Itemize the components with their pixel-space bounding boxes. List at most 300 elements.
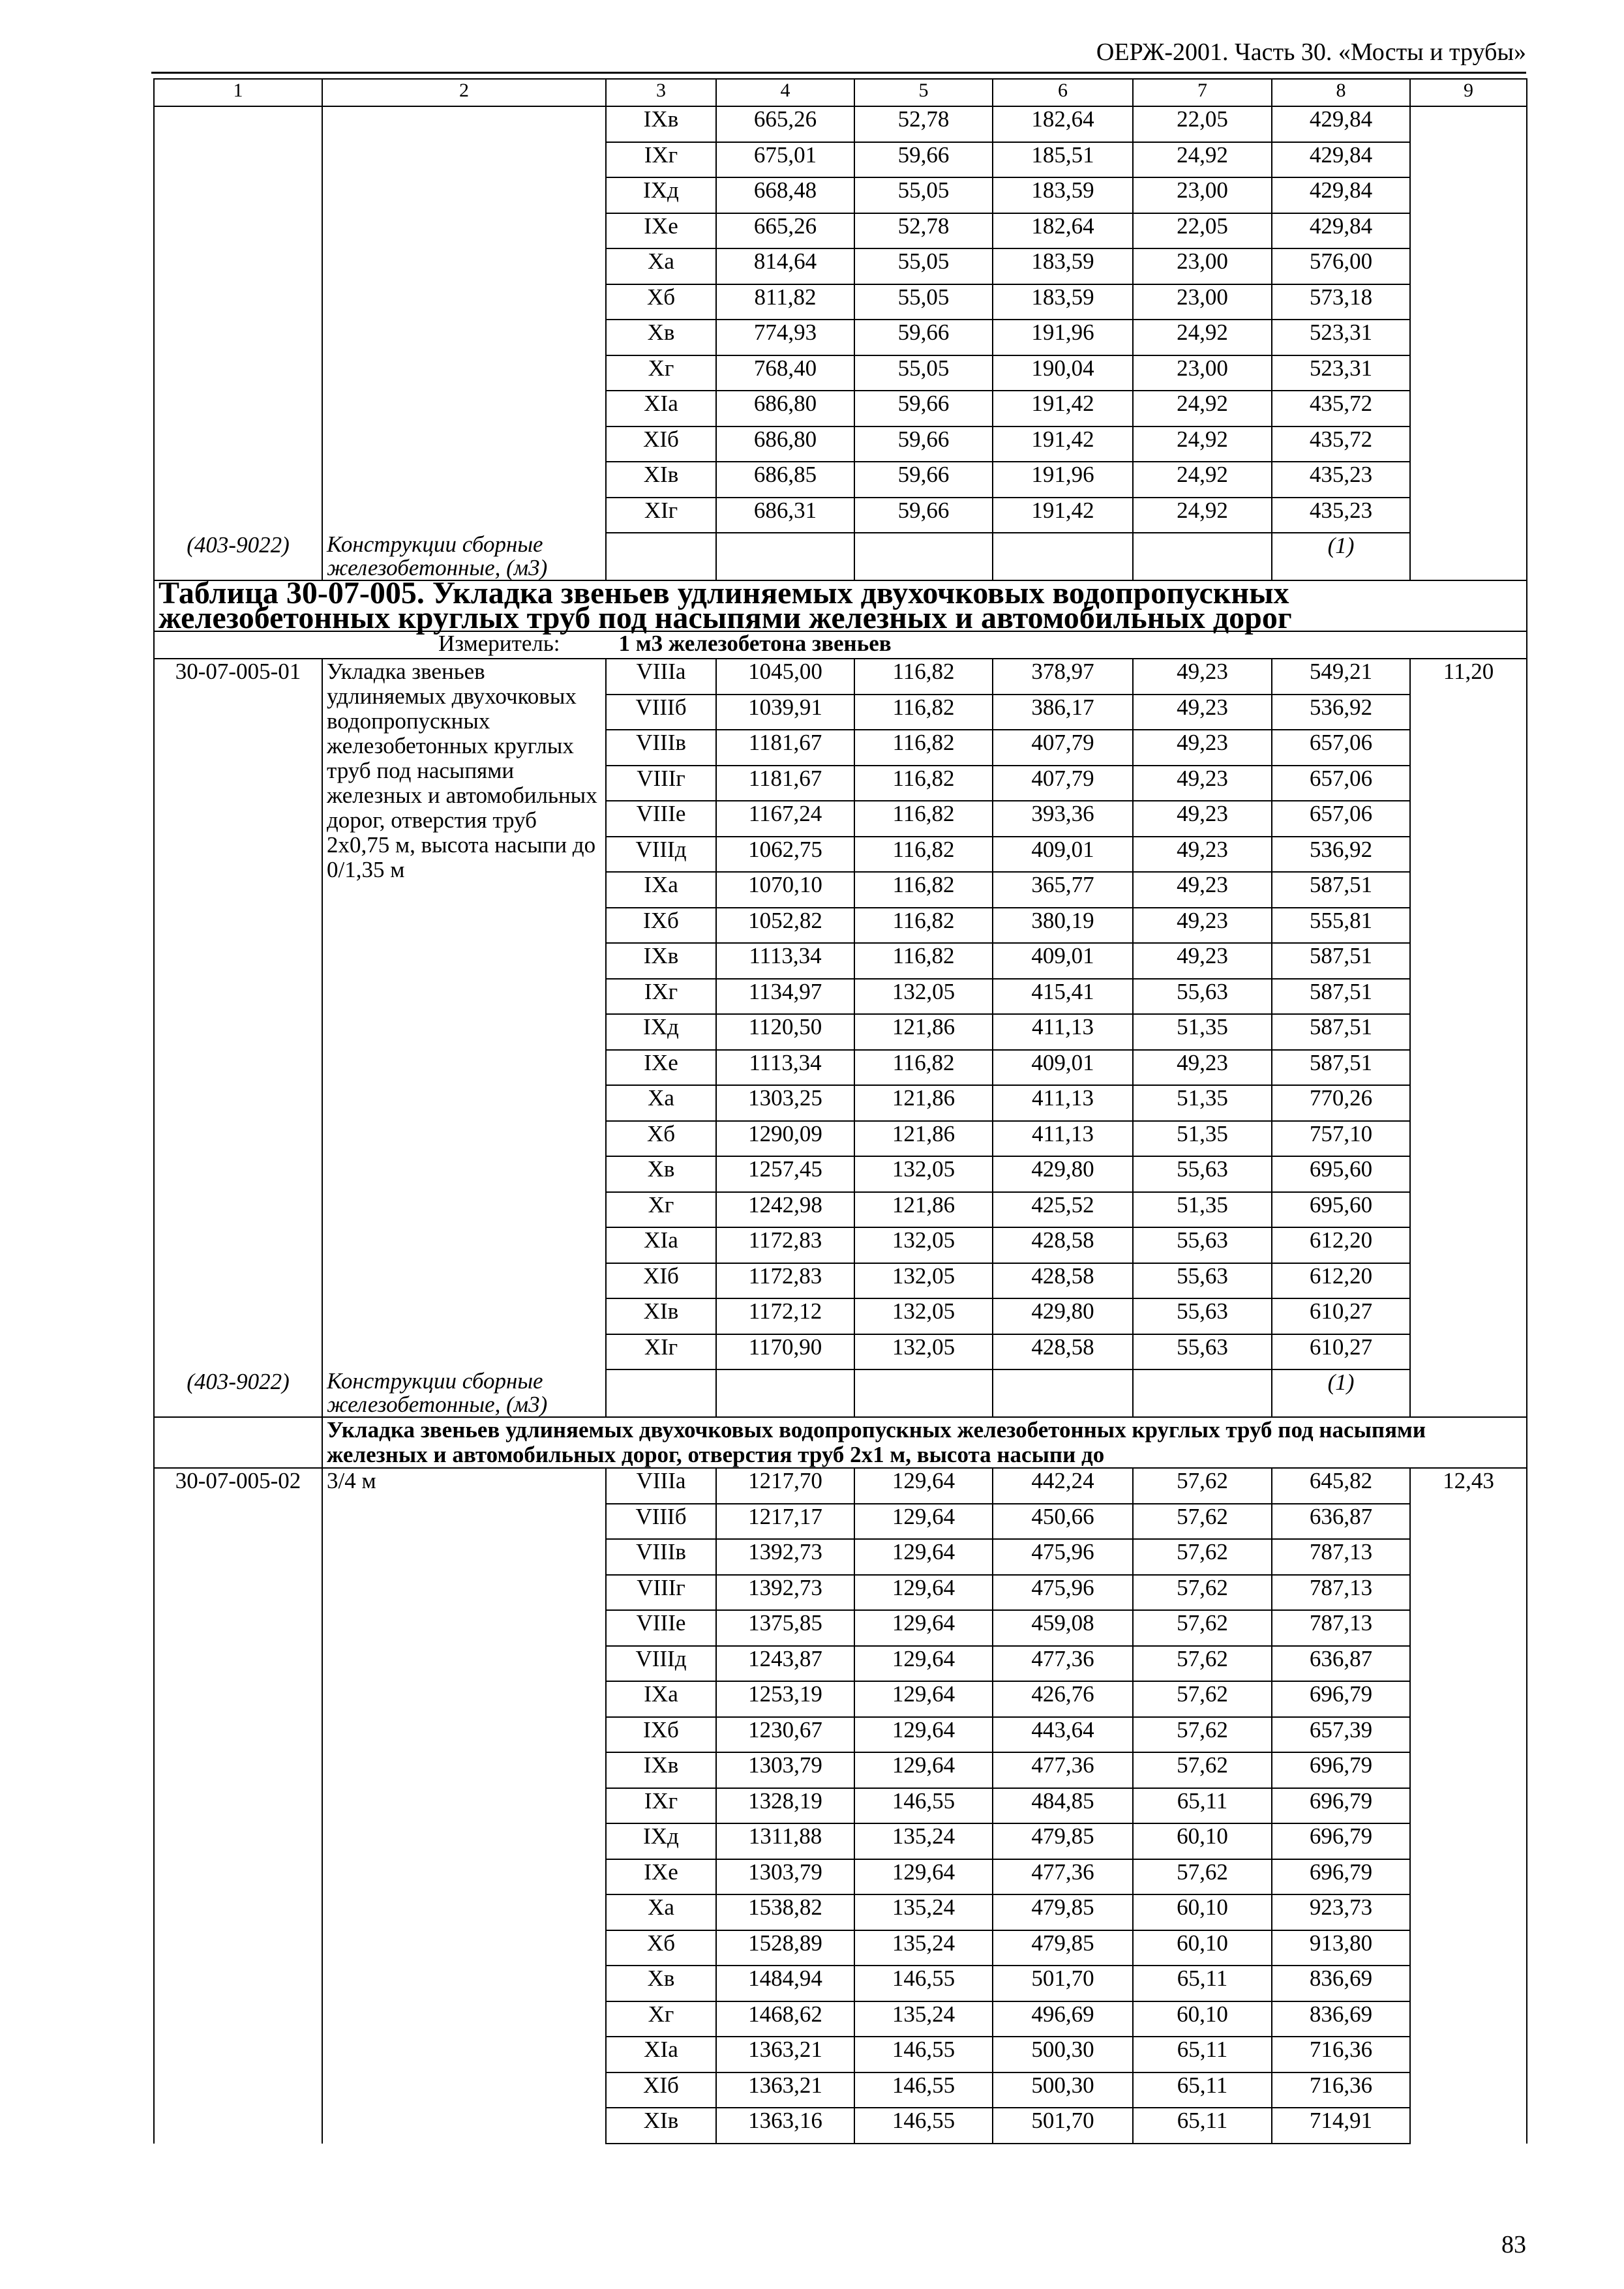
value-cell: 116,82 bbox=[854, 659, 993, 695]
value-cell: 378,97 bbox=[993, 659, 1133, 695]
value-cell: 183,59 bbox=[993, 284, 1133, 320]
zone-index: IXг bbox=[606, 1788, 716, 1824]
value-cell: 479,85 bbox=[993, 1930, 1133, 1966]
value-cell: 787,13 bbox=[1272, 1539, 1410, 1575]
value-cell: 57,62 bbox=[1133, 1575, 1272, 1611]
value-cell: 49,23 bbox=[1133, 1050, 1272, 1086]
value-cell: 612,20 bbox=[1272, 1227, 1410, 1263]
subheader-row bbox=[154, 1417, 1527, 1468]
empty-cell bbox=[154, 1417, 322, 1468]
value-cell: 774,93 bbox=[716, 320, 854, 355]
value-cell: 1303,25 bbox=[716, 1085, 854, 1121]
value-cell: 610,27 bbox=[1272, 1298, 1410, 1334]
value-cell: 657,06 bbox=[1272, 801, 1410, 837]
value-cell: 696,79 bbox=[1272, 1681, 1410, 1717]
value-cell: 121,86 bbox=[854, 1014, 993, 1050]
column-number: 7 bbox=[1133, 79, 1272, 106]
value-cell: 836,69 bbox=[1272, 2001, 1410, 2037]
value-cell: 24,92 bbox=[1133, 320, 1272, 355]
value-cell: 129,64 bbox=[854, 1610, 993, 1646]
value-cell: 1392,73 bbox=[716, 1539, 854, 1575]
value-cell: 55,05 bbox=[854, 284, 993, 320]
value-cell: 1363,16 bbox=[716, 2108, 854, 2144]
zone-index: VIIIа bbox=[606, 1468, 716, 1504]
zone-index: IXе bbox=[606, 213, 716, 249]
zone-index: IXг bbox=[606, 979, 716, 1015]
value-cell: 57,62 bbox=[1133, 1539, 1272, 1575]
value-cell: 425,52 bbox=[993, 1192, 1133, 1228]
zone-index: XIа bbox=[606, 2037, 716, 2072]
value-cell: 55,63 bbox=[1133, 1156, 1272, 1192]
value-cell: 65,11 bbox=[1133, 2072, 1272, 2108]
value-cell: 51,35 bbox=[1133, 1121, 1272, 1157]
value-cell: 135,24 bbox=[854, 1930, 993, 1966]
value-cell: 1363,21 bbox=[716, 2072, 854, 2108]
value-cell: 49,23 bbox=[1133, 695, 1272, 730]
value-cell: 787,13 bbox=[1272, 1610, 1410, 1646]
value-cell: 116,82 bbox=[854, 766, 993, 801]
value-cell: 49,23 bbox=[1133, 801, 1272, 837]
value-cell: 121,86 bbox=[854, 1085, 993, 1121]
table-title: Таблица 30-07-005. Укладка звеньев удлиняемых двухочковых водопропускных железобетонных круглых труб под насыпями железных и автомобильных дорог bbox=[154, 580, 1527, 631]
zone-index: Xа bbox=[606, 1085, 716, 1121]
value-cell: 411,13 bbox=[993, 1014, 1133, 1050]
value-cell: 1392,73 bbox=[716, 1575, 854, 1611]
column-number: 1 bbox=[154, 79, 322, 106]
zone-index: VIIIг bbox=[606, 1575, 716, 1611]
value-cell: 60,10 bbox=[1133, 1894, 1272, 1930]
value-cell: 1328,19 bbox=[716, 1788, 854, 1824]
value-cell: 1303,79 bbox=[716, 1752, 854, 1788]
value-cell: 913,80 bbox=[1272, 1930, 1410, 1966]
value-cell: 183,59 bbox=[993, 248, 1133, 284]
value-cell: 484,85 bbox=[993, 1788, 1133, 1824]
value-cell: 146,55 bbox=[854, 1966, 993, 2001]
value-cell: 716,36 bbox=[1272, 2037, 1410, 2072]
empty-cell bbox=[993, 533, 1133, 580]
value-cell: 500,30 bbox=[993, 2037, 1133, 2072]
value-cell: 129,64 bbox=[854, 1539, 993, 1575]
value-cell: 475,96 bbox=[993, 1575, 1133, 1611]
value-cell: 190,04 bbox=[993, 355, 1133, 391]
zone-index: VIIIв bbox=[606, 730, 716, 766]
value-cell: 1181,67 bbox=[716, 766, 854, 801]
value-cell: 116,82 bbox=[854, 730, 993, 766]
value-cell: 435,23 bbox=[1272, 462, 1410, 498]
zone-index: VIIIб bbox=[606, 695, 716, 730]
value-cell: 409,01 bbox=[993, 837, 1133, 873]
value-cell: 60,10 bbox=[1133, 1930, 1272, 1966]
value-cell: 587,51 bbox=[1272, 943, 1410, 979]
page-header: ОЕРЖ-2001. Часть 30. «Мосты и трубы» bbox=[1096, 38, 1526, 66]
zone-index: VIIIв bbox=[606, 1539, 716, 1575]
value-cell: 768,40 bbox=[716, 355, 854, 391]
value-cell: 24,92 bbox=[1133, 391, 1272, 426]
value-cell: 135,24 bbox=[854, 1894, 993, 1930]
value-cell: 60,10 bbox=[1133, 2001, 1272, 2037]
value-cell: 686,85 bbox=[716, 462, 854, 498]
value-cell: 429,80 bbox=[993, 1298, 1133, 1334]
value-cell: 393,36 bbox=[993, 801, 1133, 837]
value-cell: 191,96 bbox=[993, 320, 1133, 355]
value-cell: 132,05 bbox=[854, 1227, 993, 1263]
value-cell: 770,26 bbox=[1272, 1085, 1410, 1121]
value-cell: 23,00 bbox=[1133, 355, 1272, 391]
material-code: (403-9022) bbox=[154, 533, 322, 580]
zone-index: XIв bbox=[606, 2108, 716, 2144]
value-cell: 442,24 bbox=[993, 1468, 1133, 1504]
value-cell: 1311,88 bbox=[716, 1823, 854, 1859]
value-cell: 696,79 bbox=[1272, 1788, 1410, 1824]
value-cell: 475,96 bbox=[993, 1539, 1133, 1575]
value-cell: 686,80 bbox=[716, 391, 854, 426]
value-cell: 129,64 bbox=[854, 1681, 993, 1717]
value-cell: 116,82 bbox=[854, 695, 993, 730]
value-cell: 57,62 bbox=[1133, 1681, 1272, 1717]
value-cell: 59,66 bbox=[854, 462, 993, 498]
section-subheader: Укладка звеньев удлиняемых двухочковых водопропускных железобетонных круглых труб под насыпями железных и автомобильных дорог, отверстия труб 2х1 м, высота насыпи до bbox=[322, 1417, 1527, 1468]
value-cell: 665,26 bbox=[716, 213, 854, 249]
header-rule bbox=[151, 72, 1526, 74]
zone-index: VIIIд bbox=[606, 837, 716, 873]
value-cell: 182,64 bbox=[993, 106, 1133, 142]
value-cell: 501,70 bbox=[993, 1966, 1133, 2001]
column-number: 3 bbox=[606, 79, 716, 106]
value-cell: 22,05 bbox=[1133, 213, 1272, 249]
zone-index: IXе bbox=[606, 1859, 716, 1895]
zone-index: Xг bbox=[606, 1192, 716, 1228]
value-cell: 365,77 bbox=[993, 872, 1133, 908]
value-cell: 59,66 bbox=[854, 391, 993, 426]
value-cell: 1253,19 bbox=[716, 1681, 854, 1717]
value-cell: 695,60 bbox=[1272, 1192, 1410, 1228]
column-number: 9 bbox=[1410, 79, 1527, 106]
empty-cell bbox=[716, 1369, 854, 1417]
value-cell: 129,64 bbox=[854, 1575, 993, 1611]
empty-cell bbox=[1133, 1369, 1272, 1417]
value-cell: 1484,94 bbox=[716, 1966, 854, 2001]
value-cell: 1172,83 bbox=[716, 1227, 854, 1263]
value-cell: 407,79 bbox=[993, 730, 1133, 766]
zone-index: IXб bbox=[606, 908, 716, 944]
zone-index: Xа bbox=[606, 1894, 716, 1930]
table-row bbox=[154, 1468, 1527, 1504]
value-cell: 49,23 bbox=[1133, 837, 1272, 873]
value-cell: 129,64 bbox=[854, 1468, 993, 1504]
column-number: 5 bbox=[854, 79, 993, 106]
value-cell: 57,62 bbox=[1133, 1717, 1272, 1753]
value-cell: 1468,62 bbox=[716, 2001, 854, 2037]
material-code: (403-9022) bbox=[154, 1369, 322, 1417]
value-cell: 787,13 bbox=[1272, 1575, 1410, 1611]
value-cell: 411,13 bbox=[993, 1085, 1133, 1121]
zone-index: VIIIе bbox=[606, 1610, 716, 1646]
value-cell: 429,84 bbox=[1272, 106, 1410, 142]
value-cell: 549,21 bbox=[1272, 659, 1410, 695]
value-cell: 1303,79 bbox=[716, 1859, 854, 1895]
rate-description: Укладка звеньев удлиняемых двухочковых водопропускных железобетонных круглых труб под насыпями железных и автомобильных дорог, отверстия труб 2х0,75 м, высота насыпи до 0/1,35 м bbox=[322, 659, 606, 1369]
zone-index: IXа bbox=[606, 1681, 716, 1717]
value-cell: 536,92 bbox=[1272, 837, 1410, 873]
measure-label: Измеритель: bbox=[438, 631, 560, 656]
value-cell: 65,11 bbox=[1133, 1788, 1272, 1824]
value-cell: 380,19 bbox=[993, 908, 1133, 944]
value-cell: 435,72 bbox=[1272, 391, 1410, 426]
material-row bbox=[154, 533, 1527, 580]
value-cell: 57,62 bbox=[1133, 1752, 1272, 1788]
empty-cell bbox=[716, 533, 854, 580]
value-cell: 52,78 bbox=[854, 106, 993, 142]
value-cell: 132,05 bbox=[854, 979, 993, 1015]
value-cell: 23,00 bbox=[1133, 177, 1272, 213]
zone-index: IXд bbox=[606, 1014, 716, 1050]
zone-index: XIб bbox=[606, 426, 716, 462]
zone-index: XIв bbox=[606, 1298, 716, 1334]
value-cell: 714,91 bbox=[1272, 2108, 1410, 2144]
zone-index: IXд bbox=[606, 177, 716, 213]
value-cell: 1528,89 bbox=[716, 1930, 854, 1966]
value-cell: 523,31 bbox=[1272, 320, 1410, 355]
value-cell: 435,23 bbox=[1272, 498, 1410, 533]
value-cell: 1170,90 bbox=[716, 1334, 854, 1370]
value-cell: 686,80 bbox=[716, 426, 854, 462]
value-cell: 55,05 bbox=[854, 248, 993, 284]
value-cell: 459,08 bbox=[993, 1610, 1133, 1646]
value-cell: 49,23 bbox=[1133, 766, 1272, 801]
value-cell: 1172,12 bbox=[716, 1298, 854, 1334]
value-cell: 49,23 bbox=[1133, 943, 1272, 979]
value-cell: 146,55 bbox=[854, 2072, 993, 2108]
value-cell: 116,82 bbox=[854, 943, 993, 979]
value-cell: 435,72 bbox=[1272, 426, 1410, 462]
column-number: 8 bbox=[1272, 79, 1410, 106]
value-cell: 1217,17 bbox=[716, 1504, 854, 1540]
rate-description: 3/4 м bbox=[322, 1468, 606, 2144]
rate-code: 30-07-005-01 bbox=[154, 659, 322, 1369]
value-cell: 1113,34 bbox=[716, 943, 854, 979]
value-cell: 429,84 bbox=[1272, 177, 1410, 213]
rate-code: 30-07-005-02 bbox=[154, 1468, 322, 2144]
zone-index: XIа bbox=[606, 1227, 716, 1263]
zone-index: Xв bbox=[606, 1966, 716, 2001]
value-cell: 55,63 bbox=[1133, 1263, 1272, 1299]
value-cell: 146,55 bbox=[854, 2108, 993, 2144]
value-cell: 429,84 bbox=[1272, 213, 1410, 249]
value-cell: 59,66 bbox=[854, 426, 993, 462]
value-cell: 55,63 bbox=[1133, 979, 1272, 1015]
zone-index: Xв bbox=[606, 1156, 716, 1192]
value-cell: 116,82 bbox=[854, 908, 993, 944]
value-cell: 536,92 bbox=[1272, 695, 1410, 730]
value-cell: 121,86 bbox=[854, 1121, 993, 1157]
value-cell: 191,96 bbox=[993, 462, 1133, 498]
value-cell: 116,82 bbox=[854, 801, 993, 837]
zone-index: XIг bbox=[606, 1334, 716, 1370]
value-cell: 1052,82 bbox=[716, 908, 854, 944]
value-cell: 610,27 bbox=[1272, 1334, 1410, 1370]
empty-cell bbox=[322, 106, 606, 533]
value-cell: 132,05 bbox=[854, 1263, 993, 1299]
value-cell: 121,86 bbox=[854, 1192, 993, 1228]
value-cell: 696,79 bbox=[1272, 1823, 1410, 1859]
empty-cell bbox=[606, 533, 716, 580]
material-name: Конструкции сборные железобетонные, (м3) bbox=[322, 533, 606, 580]
value-cell: 386,17 bbox=[993, 695, 1133, 730]
zone-index: IXв bbox=[606, 943, 716, 979]
value-cell: 116,82 bbox=[854, 872, 993, 908]
value-cell: 500,30 bbox=[993, 2072, 1133, 2108]
value-cell: 811,82 bbox=[716, 284, 854, 320]
value-cell: 1134,97 bbox=[716, 979, 854, 1015]
value-cell: 587,51 bbox=[1272, 1014, 1410, 1050]
value-cell: 59,66 bbox=[854, 142, 993, 178]
value-cell: 657,39 bbox=[1272, 1717, 1410, 1753]
value-cell: 587,51 bbox=[1272, 979, 1410, 1015]
value-cell: 55,05 bbox=[854, 177, 993, 213]
value-cell: 686,31 bbox=[716, 498, 854, 533]
value-cell: 22,05 bbox=[1133, 106, 1272, 142]
rates-table bbox=[153, 78, 1527, 2144]
value-cell: 49,23 bbox=[1133, 659, 1272, 695]
value-cell: 55,63 bbox=[1133, 1334, 1272, 1370]
value-cell: 477,36 bbox=[993, 1752, 1133, 1788]
value-cell: 59,66 bbox=[854, 320, 993, 355]
value-cell: 665,26 bbox=[716, 106, 854, 142]
value-cell: 191,42 bbox=[993, 498, 1133, 533]
value-cell: 1257,45 bbox=[716, 1156, 854, 1192]
zone-index: IXа bbox=[606, 872, 716, 908]
value-cell: 49,23 bbox=[1133, 872, 1272, 908]
value-cell: 479,85 bbox=[993, 1894, 1133, 1930]
zone-index: IXд bbox=[606, 1823, 716, 1859]
value-cell: 185,51 bbox=[993, 142, 1133, 178]
value-cell: 191,42 bbox=[993, 391, 1133, 426]
value-cell: 1375,85 bbox=[716, 1610, 854, 1646]
zone-index: IXв bbox=[606, 1752, 716, 1788]
page-number: 83 bbox=[1501, 2231, 1526, 2258]
value-cell: 182,64 bbox=[993, 213, 1133, 249]
value-cell: 411,13 bbox=[993, 1121, 1133, 1157]
zone-index: Xв bbox=[606, 320, 716, 355]
empty-cell bbox=[154, 106, 322, 533]
value-cell: 191,42 bbox=[993, 426, 1133, 462]
value-cell: 132,05 bbox=[854, 1334, 993, 1370]
empty-cell bbox=[854, 1369, 993, 1417]
zone-index: Xг bbox=[606, 2001, 716, 2037]
value-cell: 923,73 bbox=[1272, 1894, 1410, 1930]
value-cell: 1120,50 bbox=[716, 1014, 854, 1050]
value-cell: 573,18 bbox=[1272, 284, 1410, 320]
zone-index: VIIIд bbox=[606, 1646, 716, 1682]
value-cell: 1039,91 bbox=[716, 695, 854, 730]
value-cell: 116,82 bbox=[854, 1050, 993, 1086]
value-cell: 757,10 bbox=[1272, 1121, 1410, 1157]
value-cell: 657,06 bbox=[1272, 730, 1410, 766]
empty-cell bbox=[606, 1369, 716, 1417]
value-cell: 24,92 bbox=[1133, 426, 1272, 462]
value-cell: 1243,87 bbox=[716, 1646, 854, 1682]
value-cell: 129,64 bbox=[854, 1717, 993, 1753]
value-cell: 415,41 bbox=[993, 979, 1133, 1015]
value-cell: 1167,24 bbox=[716, 801, 854, 837]
zone-index: VIIIб bbox=[606, 1504, 716, 1540]
value-cell: 57,62 bbox=[1133, 1859, 1272, 1895]
value-cell: 51,35 bbox=[1133, 1085, 1272, 1121]
value-cell: 477,36 bbox=[993, 1646, 1133, 1682]
zone-index: XIа bbox=[606, 391, 716, 426]
table-row bbox=[154, 106, 1527, 142]
value-cell: 409,01 bbox=[993, 943, 1133, 979]
zone-index: XIб bbox=[606, 2072, 716, 2108]
value-cell: 1538,82 bbox=[716, 1894, 854, 1930]
value-cell: 135,24 bbox=[854, 1823, 993, 1859]
value-cell: 1217,70 bbox=[716, 1468, 854, 1504]
value-cell: 24,92 bbox=[1133, 498, 1272, 533]
zone-index: XIг bbox=[606, 498, 716, 533]
value-cell: 129,64 bbox=[854, 1859, 993, 1895]
value-cell: 55,05 bbox=[854, 355, 993, 391]
zone-index: Xб bbox=[606, 1930, 716, 1966]
value-cell: 657,06 bbox=[1272, 766, 1410, 801]
value-cell: 129,64 bbox=[854, 1752, 993, 1788]
col9-value: 12,43 bbox=[1410, 1468, 1527, 2144]
zone-index: IXг bbox=[606, 142, 716, 178]
value-cell: 1172,83 bbox=[716, 1263, 854, 1299]
value-cell: 65,11 bbox=[1133, 2037, 1272, 2072]
value-cell: 428,58 bbox=[993, 1334, 1133, 1370]
value-cell: 129,64 bbox=[854, 1646, 993, 1682]
value-cell: 407,79 bbox=[993, 766, 1133, 801]
value-cell: 52,78 bbox=[854, 213, 993, 249]
zone-index: VIIIе bbox=[606, 801, 716, 837]
zone-index: Xб bbox=[606, 284, 716, 320]
value-cell: 429,80 bbox=[993, 1156, 1133, 1192]
column-number: 2 bbox=[322, 79, 606, 106]
value-cell: 57,62 bbox=[1133, 1646, 1272, 1682]
value-cell: 814,64 bbox=[716, 248, 854, 284]
value-cell: 612,20 bbox=[1272, 1263, 1410, 1299]
column-number: 4 bbox=[716, 79, 854, 106]
value-cell: 1070,10 bbox=[716, 872, 854, 908]
value-cell: 1181,67 bbox=[716, 730, 854, 766]
value-cell: 1242,98 bbox=[716, 1192, 854, 1228]
column-number: 6 bbox=[993, 79, 1133, 106]
value-cell: 576,00 bbox=[1272, 248, 1410, 284]
zone-index: Xб bbox=[606, 1121, 716, 1157]
table-title-row bbox=[154, 580, 1527, 631]
value-cell: 57,62 bbox=[1133, 1468, 1272, 1504]
empty-cell bbox=[993, 1369, 1133, 1417]
value-cell: 1290,09 bbox=[716, 1121, 854, 1157]
value-cell: 636,87 bbox=[1272, 1504, 1410, 1540]
zone-index: IXе bbox=[606, 1050, 716, 1086]
value-cell: 183,59 bbox=[993, 177, 1133, 213]
value-cell: 51,35 bbox=[1133, 1014, 1272, 1050]
value-cell: 496,69 bbox=[993, 2001, 1133, 2037]
value-cell: 409,01 bbox=[993, 1050, 1133, 1086]
value-cell: 146,55 bbox=[854, 2037, 993, 2072]
table-row bbox=[154, 659, 1527, 695]
value-cell: 1363,21 bbox=[716, 2037, 854, 2072]
value-cell: 587,51 bbox=[1272, 1050, 1410, 1086]
value-cell: 1045,00 bbox=[716, 659, 854, 695]
empty-cell bbox=[854, 533, 993, 580]
value-cell: 132,05 bbox=[854, 1298, 993, 1334]
value-cell: 695,60 bbox=[1272, 1156, 1410, 1192]
value-cell: 132,05 bbox=[854, 1156, 993, 1192]
zone-index: XIб bbox=[606, 1263, 716, 1299]
value-cell: 443,64 bbox=[993, 1717, 1133, 1753]
